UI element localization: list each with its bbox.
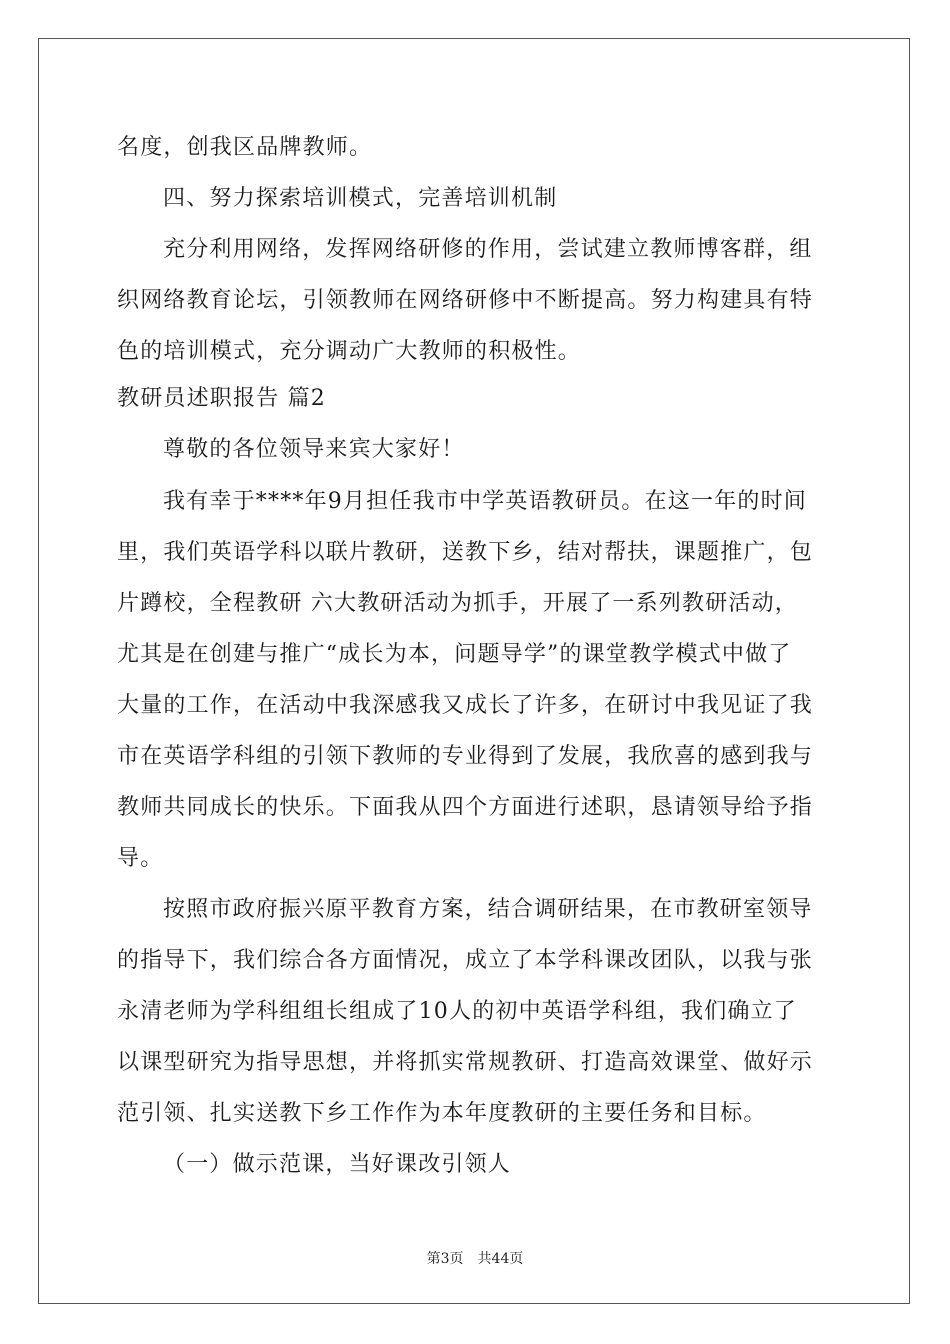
text-line: 按照市政府振兴原平教育方案，结合调研结果，在市教研室领导 bbox=[163, 897, 813, 922]
text-line: 尤其是在创建与推广“成长为本，问题导学”的课堂教学模式中做了 bbox=[117, 642, 792, 667]
text-line: 大量的工作，在活动中我深感我又成长了许多，在研讨中我见证了我 bbox=[117, 693, 814, 718]
text-line: 的指导下，我们综合各方面情况，成立了本学科课改团队，以我与张 bbox=[117, 948, 814, 973]
article-title: 教研员述职报告 篇2 bbox=[117, 386, 326, 411]
text-line: 导。 bbox=[117, 846, 164, 871]
greeting: 尊敬的各位领导来宾大家好！ bbox=[163, 437, 465, 462]
text-line: 织网络教育论坛，引领教师在网络研修中不断提高。努力构建具有特 bbox=[117, 288, 814, 313]
text-line: 里，我们英语学科以联片教研，送教下乡，结对帮扶，课题推广，包 bbox=[117, 540, 814, 565]
text-line: 色的培训模式，充分调动广大教师的积极性。 bbox=[117, 339, 582, 364]
text-line: 教师共同成长的快乐。下面我从四个方面进行述职，恳请领导给予指 bbox=[117, 795, 814, 820]
text-line: 以课型研究为指导思想，并将抓实常规教研、打造高效课堂、做好示 bbox=[117, 1050, 814, 1075]
subsection-heading: （一）做示范课，当好课改引领人 bbox=[163, 1152, 512, 1177]
text-line: 市在英语学科组的引领下教师的专业得到了发展，我欣喜的感到我与 bbox=[117, 744, 814, 769]
text-line: 片蹲校，全程教研 六大教研活动为抓手，开展了一系列教研活动， bbox=[117, 591, 798, 616]
text-line: 范引领、扎实送教下乡工作作为本年度教研的主要任务和目标。 bbox=[117, 1101, 767, 1126]
text-line: 永清老师为学科组组长组成了10人的初中英语学科组，我们确立了 bbox=[117, 999, 797, 1024]
text-line: 充分利用网络，发挥网络研修的作用，尝试建立教师博客群，组 bbox=[163, 237, 813, 262]
text-line: 名度，创我区品牌教师。 bbox=[117, 135, 373, 160]
page-number: 第3页 共44页 bbox=[426, 1251, 524, 1267]
text-line: 我有幸于****年9月担任我市中学英语教研员。在这一年的时间 bbox=[163, 489, 807, 514]
section-heading: 四、努力探索培训模式，完善培训机制 bbox=[163, 186, 558, 211]
